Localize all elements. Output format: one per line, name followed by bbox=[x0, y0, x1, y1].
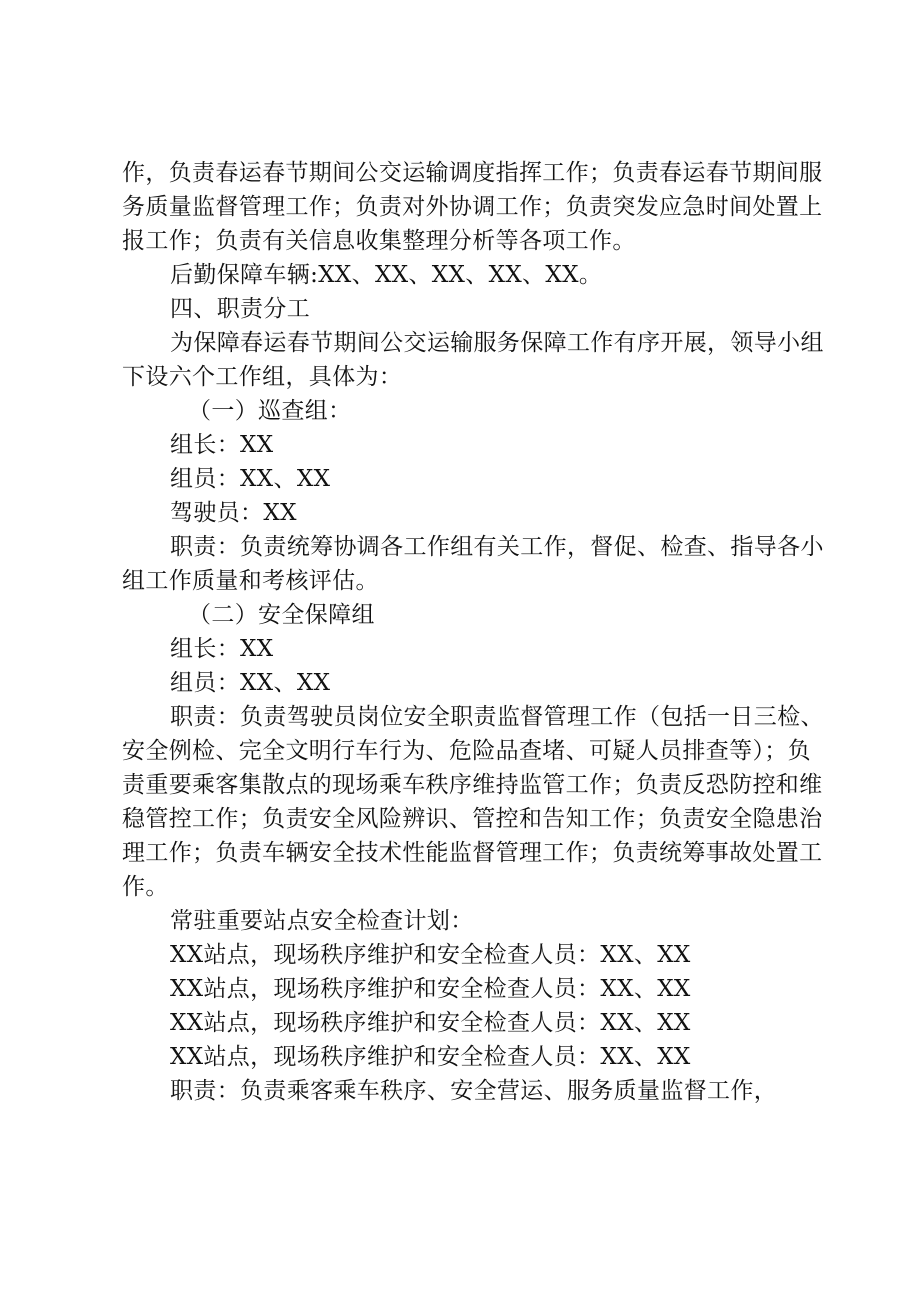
station-line-1: XX站点，现场秩序维护和安全检查人员：XX、XX bbox=[170, 942, 691, 968]
intro-line-2: 务质量监督管理工作；负责对外协调工作；负责突发应急时间处置上 bbox=[122, 194, 823, 220]
group1-leader: 组长：XX bbox=[170, 432, 274, 458]
group1-title: （一）巡查组： bbox=[188, 398, 352, 424]
group2-duty-line-6: 作。 bbox=[122, 874, 169, 900]
group1-driver: 驾驶员：XX bbox=[170, 500, 297, 526]
group1-duty-line-2: 组工作质量和考核评估。 bbox=[122, 568, 379, 594]
group2-duty-line-5: 理工作；负责车辆安全技术性能监督管理工作；负责统筹事故处置工 bbox=[122, 840, 823, 866]
station-line-4: XX站点，现场秩序维护和安全检查人员：XX、XX bbox=[170, 1044, 691, 1070]
group2-duty-line-3: 责重要乘客集散点的现场乘车秩序维持监管工作；负责反恐防控和维 bbox=[122, 772, 823, 798]
group2-members: 组员：XX、XX bbox=[170, 670, 331, 696]
group2-duty-line-2: 安全例检、完全文明行车行为、危险品查堵、可疑人员排查等）；负 bbox=[122, 738, 811, 764]
station-duty: 职责：负责乘客乘车秩序、安全营运、服务质量监督工作， bbox=[170, 1078, 778, 1104]
group2-leader: 组长：XX bbox=[170, 636, 274, 662]
section-heading: 四、职责分工 bbox=[170, 296, 311, 322]
group2-title: （二）安全保障组 bbox=[188, 602, 375, 628]
section-intro-line-2: 下设六个工作组，具体为： bbox=[122, 364, 403, 390]
intro-line-1: 作，负责春运春节期间公交运输调度指挥工作；负责春运春节期间服 bbox=[122, 160, 823, 186]
group1-duty-line-1: 职责：负责统筹协调各工作组有关工作，督促、检查、指导各小 bbox=[170, 534, 824, 560]
station-plan-title: 常驻重要站点安全检查计划： bbox=[170, 908, 474, 934]
section-intro-line-1: 为保障春运春节期间公交运输服务保障工作有序开展，领导小组 bbox=[170, 330, 824, 356]
group2-duty-line-1: 职责：负责驾驶员岗位安全职责监督管理工作（包括一日三检、 bbox=[170, 704, 824, 730]
group2-duty-line-4: 稳管控工作；负责安全风险辨识、管控和告知工作；负责安全隐患治 bbox=[122, 806, 823, 832]
station-line-3: XX站点，现场秩序维护和安全检查人员：XX、XX bbox=[170, 1010, 691, 1036]
intro-line-3: 报工作；负责有关信息收集整理分析等各项工作。 bbox=[122, 228, 636, 254]
group1-members: 组员：XX、XX bbox=[170, 466, 331, 492]
logistics-vehicles: 后勤保障车辆:XX、XX、XX、XX、XX。 bbox=[170, 262, 603, 288]
station-line-2: XX站点，现场秩序维护和安全检查人员：XX、XX bbox=[170, 976, 691, 1002]
